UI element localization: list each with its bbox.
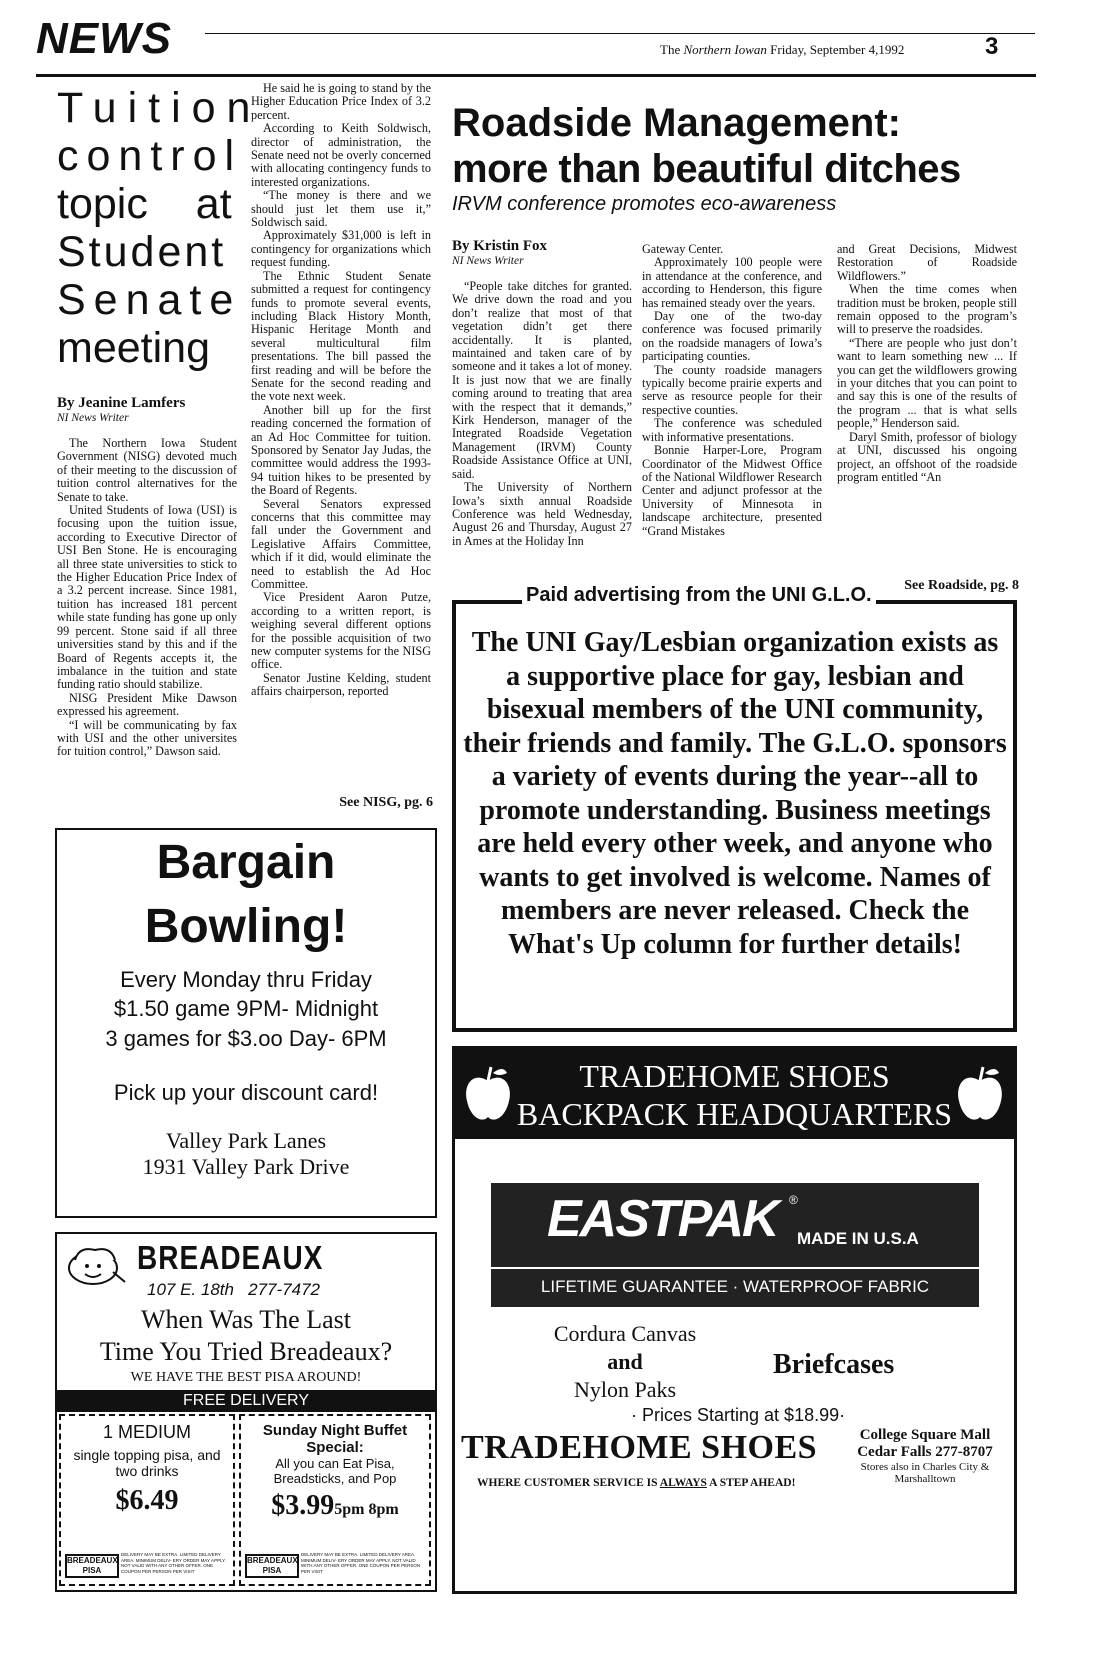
glo-banner: Paid advertising from the UNI G.L.O.	[522, 584, 876, 607]
coupon-desc: single topping pisa, and	[73, 1447, 221, 1463]
bowling-title-2: Bowling!	[144, 900, 348, 953]
paragraph: “There are people who just don’t want to learn something new ... If you can get the wildflowers growing in your ditches that you can point to and say this is one of the results of the program ... that is what sells people,” Henderson said.	[837, 335, 1017, 431]
eastpak-logo-panel	[491, 1183, 979, 1307]
headline-line: topic at	[57, 180, 232, 228]
tuition-col-1	[57, 395, 237, 759]
section-title: NEWS	[36, 14, 172, 63]
coupon-medium-pisa[interactable]	[59, 1414, 235, 1586]
paper-prefix: The	[660, 42, 684, 57]
other-stores: Marshalltown	[894, 1473, 956, 1485]
roadside-byline-role: NI News Writer	[452, 255, 524, 267]
eastpak-guarantee: LIFETIME GUARANTEE · WATERPROOF FABRIC	[540, 1277, 930, 1296]
bowling-line-3: 3 games for $3.oo Day- 6PM	[105, 1026, 387, 1051]
roadside-col-1	[452, 238, 632, 548]
paragraph: Several Senators expressed concerns that this committee may fall under the Government and Legislative Affairs Committee, which if it did, would eliminate the need to establish the Ad Hoc Committee.	[251, 496, 431, 592]
page-number: 3	[985, 33, 999, 60]
bowling-line-2: $1.50 game 9PM- Midnight	[113, 996, 379, 1021]
paragraph: When the time comes when tradition must be broken, people still remain opposed to the program’s will to preserve the roadsides.	[837, 282, 1017, 337]
coupon-desc: All you can Eat Pisa,	[275, 1456, 395, 1471]
paragraph: NISG President Mike Dawson expressed his agreement.	[57, 690, 237, 719]
paragraph: Another bill up for the first reading concerned the formation of an Ad Hoc Committee for tuition. Sponsored by Senator Jay Judas, the committee would address the 1993-94 tuition hikes to be presented by the Board of Regents.	[251, 402, 431, 498]
breadeaux-logo: BREADEAUX	[137, 1238, 324, 1276]
paragraph: “The money is there and we should just let them use it,” Soldwisch said.	[251, 188, 431, 230]
coupon-special: Special:	[306, 1439, 364, 1456]
breadeaux-headline	[57, 1304, 435, 1368]
eastpak-logo: EASTPAK	[547, 1190, 778, 1248]
paragraph: He said he is going to stand by the Higher Education Price Index of 3.2 percent.	[251, 81, 431, 122]
bowling-address: 1931 Valley Park Drive	[142, 1154, 350, 1179]
breadeaux-contact	[147, 1280, 320, 1300]
coupon-fine-print: DELIVERY MAY BE EXTRA. LIMITED DELIVERY AREA. MINIMUM DELIV- ERY ORDER MAY APPLY. NOT VALID WITH ANY OTHER OFFER. ONE COUPON PER PERSON PER VISIT	[301, 1552, 421, 1574]
service-text: WHERE CUSTOMER SERVICE IS	[477, 1477, 660, 1489]
tradehome-header-line: BACKPACK HEADQUARTERS	[516, 1096, 953, 1132]
paragraph: Bonnie Harper-Lore, Program Coordinator of the Midwest Office of the National Wildflower Research Center and adjunct professor at the University of Minnesota in landscape architecture, presented “Grand Mistakes	[642, 443, 822, 538]
service-emphasis: ALWAYS	[659, 1477, 707, 1489]
paragraph: Senator Justine Kelding, student affairs chairperson, reported	[251, 670, 431, 699]
coupon-price: $6.49	[115, 1485, 179, 1516]
headline-line: Time You Tried Breadeaux?	[99, 1337, 393, 1366]
paragraph: The Northern Iowa Student Government (NISG) devoted much of their meeting to the discussion of tuition control alternatives for the Senate to take.	[57, 436, 237, 504]
roadside-byline: By Kristin Fox	[452, 238, 548, 254]
tuition-byline: By Jeanine Lamfers	[57, 395, 186, 411]
tuition-headline	[57, 84, 262, 372]
bowling-title-1: Bargain	[156, 836, 336, 889]
other-stores: Stores also in Charles City &	[860, 1461, 990, 1473]
paragraph: According to Keith Soldwisch, director of administration, the Senate need not be overly concerned with allocating contingency funds to interested organizations.	[251, 121, 431, 189]
paragraph: The University of Northern Iowa’s sixth annual Roadside Conference was held Wednesday, August 26 and Thursday, August 27 in Ames at the Holiday Inn	[452, 480, 632, 548]
product-briefcases: Briefcases	[773, 1349, 895, 1380]
chef-mascot-icon	[65, 1242, 127, 1290]
tuition-jump-link[interactable]: See NISG, pg. 6	[339, 795, 433, 810]
paragraph: “People take ditches for granted. We drive down the road and you don’t realize that most of that vegetation didn’t get there accidentally. It is planted, maintained and taken care of by someone and it takes a lot of money. It is just now that we are finally coming around to treating that area with the respect that it demands,” Kirk Henderson, manager of the Integrated Roadside Vegetation Management (IRVM) County Roadside Assistance Office at UNI, said.	[452, 279, 632, 481]
apple-icon	[463, 1063, 513, 1127]
roadside-col-3	[837, 243, 1017, 484]
masthead-rule-top	[205, 33, 1035, 34]
roadside-jump-link[interactable]: See Roadside, pg. 8	[904, 578, 1019, 593]
product-canvas: Cordura Canvas	[553, 1321, 697, 1346]
issue-date: Friday, September 4,1992	[770, 42, 905, 57]
breadeaux-tagline: WE HAVE THE BEST PISA AROUND!	[130, 1370, 362, 1385]
masthead-info	[660, 42, 904, 58]
headline-line: control	[57, 132, 243, 180]
tradehome-ad	[452, 1046, 1017, 1594]
headline-line: Senate	[57, 276, 242, 324]
eastpak-divider	[491, 1267, 979, 1269]
store-city-phone: Cedar Falls 277-8707	[857, 1444, 993, 1460]
headline-line: Student	[57, 228, 227, 276]
coupon-title: Sunday Night Buffet	[262, 1422, 408, 1439]
coupon-price: $3.99	[271, 1490, 335, 1521]
bowling-ad	[55, 828, 437, 1218]
coupon-logo: BREADEAUX PISA	[65, 1554, 119, 1578]
paragraph: and Great Decisions, Midwest Restoration of Roadside Wildflowers.”	[837, 242, 1017, 283]
product-nylon: Nylon Paks	[573, 1377, 677, 1402]
paragraph: United Students of Iowa (USI) is focusing upon the tuition issue, according to Executive Director of USI Ben Stone. He is encouraging all three state universities to stick to the Higher Education Price Index of a 3.2 percent increase. Since 1981, tuition has increased 181 percent while state funding has gone up only 99 percent. Stone said if all three universities stand by this and if the Board of Regents accepts it, the imbalance in the tuition and state funding ratio should stabilize.	[57, 503, 237, 692]
service-text: A STEP AHEAD!	[706, 1477, 796, 1489]
paragraph: Day one of the two-day conference was focused primarily on the roadside managers of Iowa’s participating counties.	[642, 309, 822, 364]
paragraph: The Ethnic Student Senate submitted a request for contingency funds to promote several events, including Black History Month, Hispanic Heritage Month and several multicultural film presentations. The bill passed the first reading and will be before the Senate for the second reading and the vote next week.	[251, 268, 431, 404]
apple-icon	[955, 1063, 1005, 1127]
paragraph: Daryl Smith, professor of biology at UNI, discussed his ongoing project, an offshoot of the roadside program entitled “An	[837, 429, 1017, 484]
masthead-rule	[36, 74, 1036, 77]
free-delivery-banner: FREE DELIVERY	[57, 1390, 435, 1412]
paragraph: “I will be communicating by fax with USI and the other universites for tuition control,” Dawson said.	[57, 717, 237, 759]
paragraph: The conference was scheduled with informative presentations.	[642, 416, 822, 444]
coupon-price-row	[241, 1490, 429, 1522]
coupon-fine-print: DELIVERY MAY BE EXTRA. LIMITED DELIVERY AREA. MINIMUM DELIV- ERY ORDER MAY APPLY. NOT VALID WITH ANY OTHER OFFER. ONE COUPON PER PERSON PER VISIT	[121, 1552, 226, 1574]
eastpak-made-in: MADE IN U.S.A	[797, 1229, 919, 1248]
roadside-subhead: IRVM conference promotes eco-awareness	[452, 193, 837, 215]
headline-line: more than beautiful ditches	[452, 147, 961, 191]
headline-line: Tuition	[57, 84, 262, 132]
roadside-col-2	[642, 243, 822, 538]
coupon-sunday-buffet[interactable]	[239, 1414, 431, 1586]
tuition-col-2	[251, 82, 431, 699]
breadeaux-address: 107 E. 18th	[147, 1280, 234, 1299]
headline-line: meeting	[57, 324, 210, 372]
bowling-line-1: Every Monday thru Friday	[120, 967, 372, 992]
tradehome-header-line: TRADEHOME SHOES	[579, 1058, 890, 1094]
mall-name: College Square Mall	[859, 1427, 991, 1443]
paragraph: Approximately $31,000 is left in contingency for organizations which request funding.	[251, 228, 431, 270]
coupon-desc: Breadsticks, and Pop	[273, 1471, 397, 1486]
coupon-price-hours: 5pm 8pm	[334, 1501, 399, 1518]
paragraph: Vice President Aaron Putze, according to a written report, is weighing several different options for the possible acquisition of two new computer systems for the NISG office.	[251, 590, 431, 672]
price-line: · Prices Starting at $18.99·	[631, 1405, 846, 1425]
customer-service-line	[477, 1477, 795, 1489]
glo-body: The UNI Gay/Lesbian organization exists as a supportive place for gay, lesbian and bisexual members of the UNI community, their friends and family. The G.L.O. sponsors a variety of events during the year--all to promote understanding. Business meetings are held every other week, and anyone who wants to get involved is welcome. Names of members are never released. Check the What's Up column for further details!	[463, 627, 1007, 960]
coupon-logo: BREADEAUX PISA	[245, 1554, 299, 1578]
paper-name: Northern Iowan	[683, 42, 767, 57]
store-location	[839, 1427, 1011, 1485]
paragraph: The county roadside managers typically become prairie experts and serve as resource people for their respective counties.	[642, 362, 822, 417]
headline-line: Roadside Management:	[452, 101, 901, 145]
breadeaux-ad	[55, 1232, 437, 1592]
tuition-byline-role: NI News Writer	[57, 412, 129, 424]
tradehome-header	[455, 1049, 1014, 1139]
tradehome-store-name: TRADEHOME SHOES	[461, 1429, 818, 1466]
paragraph: Gateway Center.	[642, 242, 724, 256]
headline-line: When Was The Last	[141, 1305, 351, 1334]
bowling-pickup: Pick up your discount card!	[113, 1080, 379, 1105]
product-and: and	[607, 1349, 643, 1374]
bowling-venue: Valley Park Lanes	[165, 1128, 327, 1153]
breadeaux-phone: 277-7472	[248, 1280, 320, 1299]
paragraph: Approximately 100 people were in attendance at the conference, and according to Henderson, this figure has remained steady over the years.	[642, 255, 822, 310]
roadside-headline	[452, 100, 1022, 192]
eastpak-registered: ®	[789, 1193, 798, 1207]
coupon-title: 1 MEDIUM	[102, 1422, 191, 1442]
coupon-desc: two drinks	[115, 1463, 179, 1479]
